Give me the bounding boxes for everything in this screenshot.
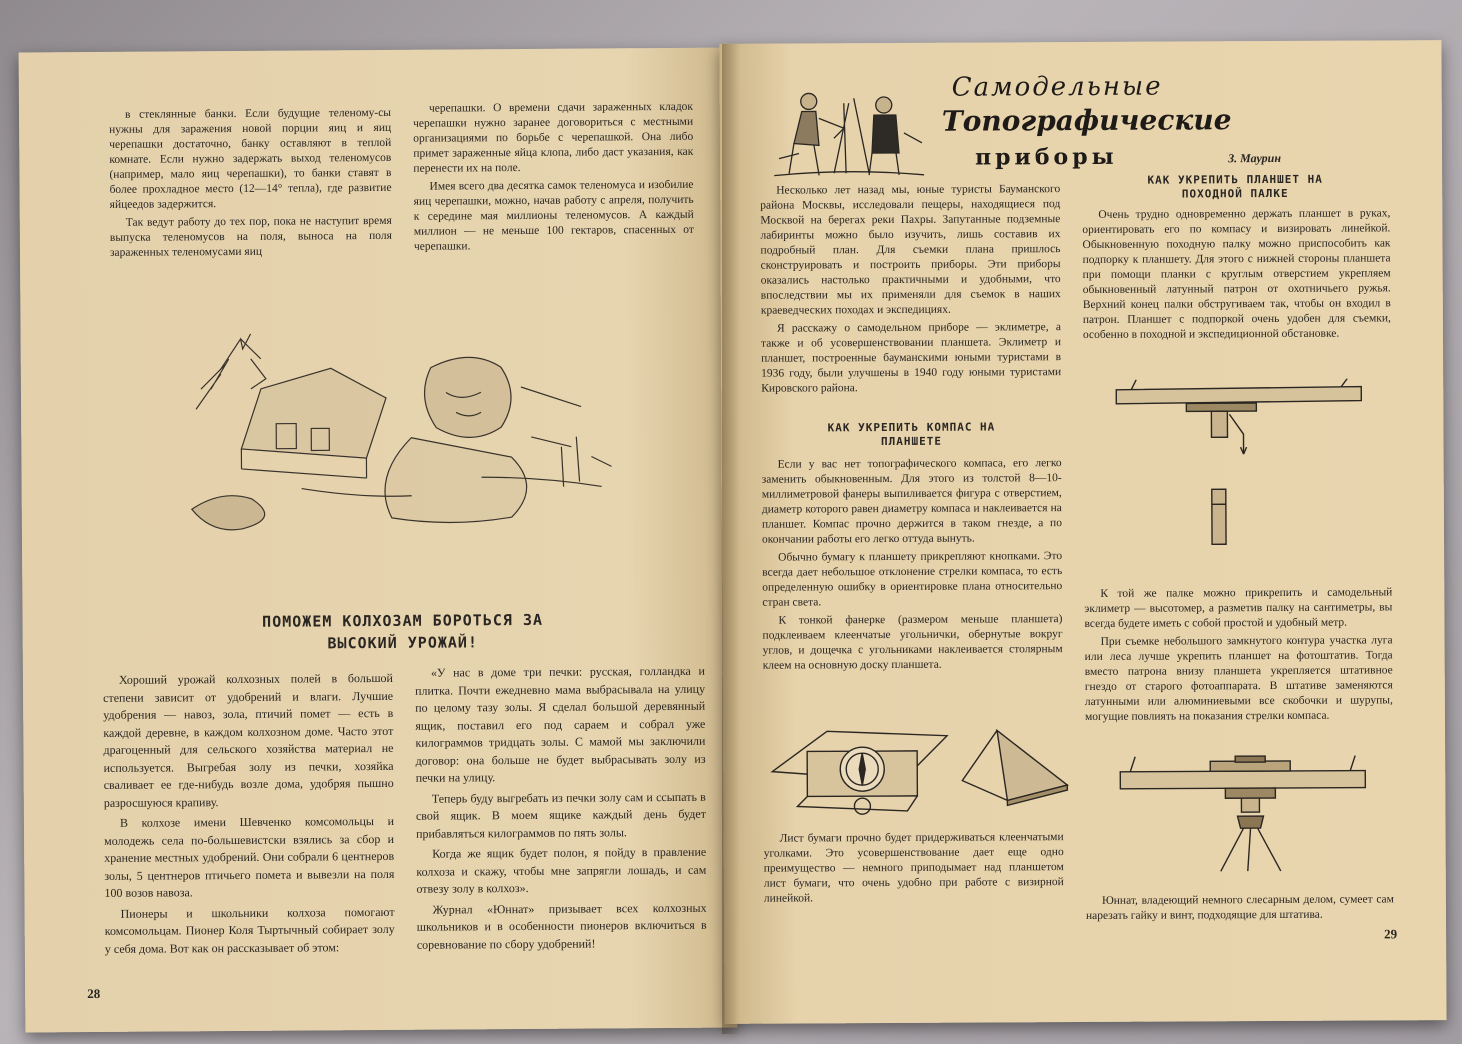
paragraph: Когда же ящик будет полон, я пойду в правление колхоза и скажу, чтобы мне запрягли лошадь, и сам отвезу золу в колхоз». <box>416 844 707 896</box>
plank-heading <box>1080 172 1390 202</box>
left-bottom-column-2 <box>415 663 707 957</box>
paragraph: черепашки. О времени сдачи зараженных кладок черепашки нужно заранее договориться с местными организациями по борьбе с черепашкой. Она либо примет зараженные яйца клопа, либо даст указания, как перенести их на поле. <box>413 100 694 175</box>
heading-line: ПОМОЖЕМ КОЛХОЗАМ БОРОТЬСЯ ЗА <box>262 610 544 631</box>
left-top-column-1 <box>109 106 392 264</box>
paragraph: Обычно бумагу к планшету прикрепляют кнопками. Это всегда дает небольшое отклонение стрелки компаса, то есть определенную ошибку в ориентировке плана относительно стран света. <box>762 550 1063 609</box>
paragraph: Пионеры и школьники колхоза помогают комсомольцам. Пионер Коля Тыртычный собирает золу у себя дома. Вот как он рассказывает об этом: <box>104 904 395 956</box>
magazine-spread <box>22 44 1450 1034</box>
title-line-1: Самодельные <box>951 71 1163 103</box>
page-number-left: 28 <box>87 985 101 1002</box>
paragraph: К тонкой фанерке (размером меньше планшета) подклеиваем клеенчатые угольнички, обернутые вокруг углов, и дощечка с угольниками наклеивается столярным клеем на основную доску планшета. <box>762 613 1063 672</box>
author-name: З. Маурин <box>1228 150 1282 166</box>
paragraph: в стеклянные банки. Если будущие теленому-сы нужны для заражения новой порции яиц и яиц черепашки достаточно, банку оставляют в теплой комнате. Если нужно задержать выход теленомусов (например, мало яиц черепашки), то банки ставят в более прохладное место (12—14° тепла), где развитие яйцеедов задержится. <box>109 106 392 211</box>
right-column-1-intro <box>760 182 1061 400</box>
right-column-1-compass <box>762 456 1063 677</box>
left-heading <box>202 608 602 655</box>
right-column-1-after-figure <box>764 830 1064 910</box>
heading-line: КАК УКРЕПИТЬ ПЛАНШЕТ НА <box>1147 172 1323 187</box>
tripod-figure <box>1115 745 1376 876</box>
paragraph: Несколько лет назад мы, юные туристы Бауманского района Москвы, исследовали пещеры, находящиеся под Москвой на берегах реки Пахры. Запутанные подземные лабиринты можно было изучить, лишь составив их подробный план. Для съемки плана пришлось сконструировать и построить приборы. Эти приборы оказались настолько практичными и удобными, что впоследствии мы их применяли для съемок в наших краеведческих походах и экспедициях. <box>760 183 1061 317</box>
boys-surveying-illustration <box>774 83 925 184</box>
paragraph: Очень трудно одновременно держать планшет в руках, ориентировать его по компасу и визировать линейкой. Обыкновенную походную палку можно приспособить как подпорку к планшету. Для этого с нижней стороны планшета при помощи планки с круглым отверстием укрепляем обыкновенный латунный патрон от охотничьего ружья. Верхний конец палки обстругиваем так, чтобы он входил в патрон. Планшет с подпоркой очень удобен для съемки, особенно в походной и экспедиционной обстановке. <box>1082 207 1391 341</box>
left-bottom-column-1 <box>103 670 395 961</box>
paragraph: Юннат, владеющий немного слесарным делом, сумеет сам нарезать гайку и винт, подходящие для штатива. <box>1085 893 1394 922</box>
left-top-column-2 <box>413 100 694 258</box>
paragraph: Так ведут работу до тех пор, пока не наступит время выпуска теленомусов на поля, выноса на поля зараженных теленомусами яиц <box>109 214 392 259</box>
heading-line: КАК УКРЕПИТЬ КОМПАС НА <box>827 420 996 435</box>
paragraph: Журнал «Юннат» призывает всех колхозных школьников и в особенности пионеров включиться в соревнование по сбору удобрений! <box>416 900 707 952</box>
stick-mount-figure <box>1111 378 1372 549</box>
right-column-2-bottom <box>1086 892 1394 927</box>
heading-line: ПЛАНШЕТЕ <box>880 434 943 449</box>
page-number-right: 29 <box>1384 926 1398 942</box>
title-line-3: приборы <box>974 143 1118 171</box>
paragraph: Имея всего два десятка самок теленомуса и изобилие яиц черепашки, можно, начав работу с апреля, получить к середине мая миллионы теленомусов. А каждый миллион — не меньше 100 гектаров, спасенных от черепашки. <box>413 178 694 253</box>
right-page <box>719 40 1446 1024</box>
heading-line: ВЫСОКИЙ УРОЖАЙ! <box>327 633 479 653</box>
spine-shadow <box>722 44 740 1034</box>
compass-heading <box>761 420 1061 450</box>
paragraph: Хороший урожай колхозных полей в большой степени зависит от удобрений и влаги. Лучшие удобрения — навоз, зола, птичий помет — есть в каждой деревне, в каждом колхозном доме. Часто этот драгоценный для сельского хозяйства материал не используется. Выгребая золу из печки, хозяйка сваливает ее где-нибудь возле дома, удобряя пышно разросшуюся крапиву. <box>103 670 394 810</box>
paragraph: К той же палке можно прикрепить и самодельный эклиметр — высотомер, а разметив палку на сантиметры, вы всегда будете иметь с собой простой и удобный метр. <box>1084 586 1393 630</box>
winter-boy-illustration <box>181 326 632 539</box>
left-page <box>19 48 738 1033</box>
paragraph: Лист бумаги прочно будет придерживаться клеенчатыми уголками. Это усовершенствование дает еще одно преимущество — немного приподымает над планшетом лист бумаги, что очень удобно при работе с визирной линейкой. <box>763 831 1064 905</box>
title-line-2: Топографические <box>941 103 1232 138</box>
paragraph: Теперь буду выгребать из печки золу сам и ссыпать в свой ящик. В моем ящике каждый день будет прибавляться килограммов по пять золы. <box>415 789 706 841</box>
right-column-2-plank <box>1082 206 1391 346</box>
paragraph: «У нас в доме три печки: русская, голландка и плитка. Почти ежедневно мама выбрасывала на улицу по целому тазу золы. Я сделал большой деревянный ящик, поставил его под сараем и собрал уже килограммов тридцать золы. С мамой мы заключили договор: она больше не будет выбрасывать золу из печки на улицу. <box>415 663 706 785</box>
paragraph: Если у вас нет топографического компаса, его легко заменить обыкновенным. Для этого из толстой 8—10-миллиметровой фанеры выпиливается фигура с отверстием, диаметр которого равен диаметру компаса и наклеивается на планшет. Компас прочно держится в таком гнезде, а по окончании работы его легко оттуда вынуть. <box>761 457 1062 546</box>
compass-plank-figure <box>767 710 1078 827</box>
paragraph: Я расскажу о самодельном приборе — эклиметре, а также и об усовершенствовании планшета. Эклиметр и планшет, построенные бауманскими юными туристами в 1936 году, были улучшены в 1940 году юными туристами Кировского района. <box>760 321 1062 395</box>
heading-line: ПОХОДНОЙ ПАЛКЕ <box>1181 186 1289 201</box>
paragraph: При съемке небольшого замкнутого контура участка луга или леса лучше укрепить планшет на фотоштатив. Тогда вместо патрона внизу планшета укрепляется штативное гнездо от старого фотоаппарата. В штативе заменяются латунными или алюминиевыми все скобочки и шурупы, могущие повлиять на показания стрелки компаса. <box>1084 634 1393 723</box>
right-column-2-middle <box>1084 585 1393 728</box>
paragraph: В колхозе имени Шевченко комсомольцы и молодежь села по-большевистски взялись за сбор и хранение местных удобрений. Они собрали 6 центнеров золы, 5 центнеров птичьего помета и вывезли на поля 100 возов навоза. <box>104 813 395 900</box>
